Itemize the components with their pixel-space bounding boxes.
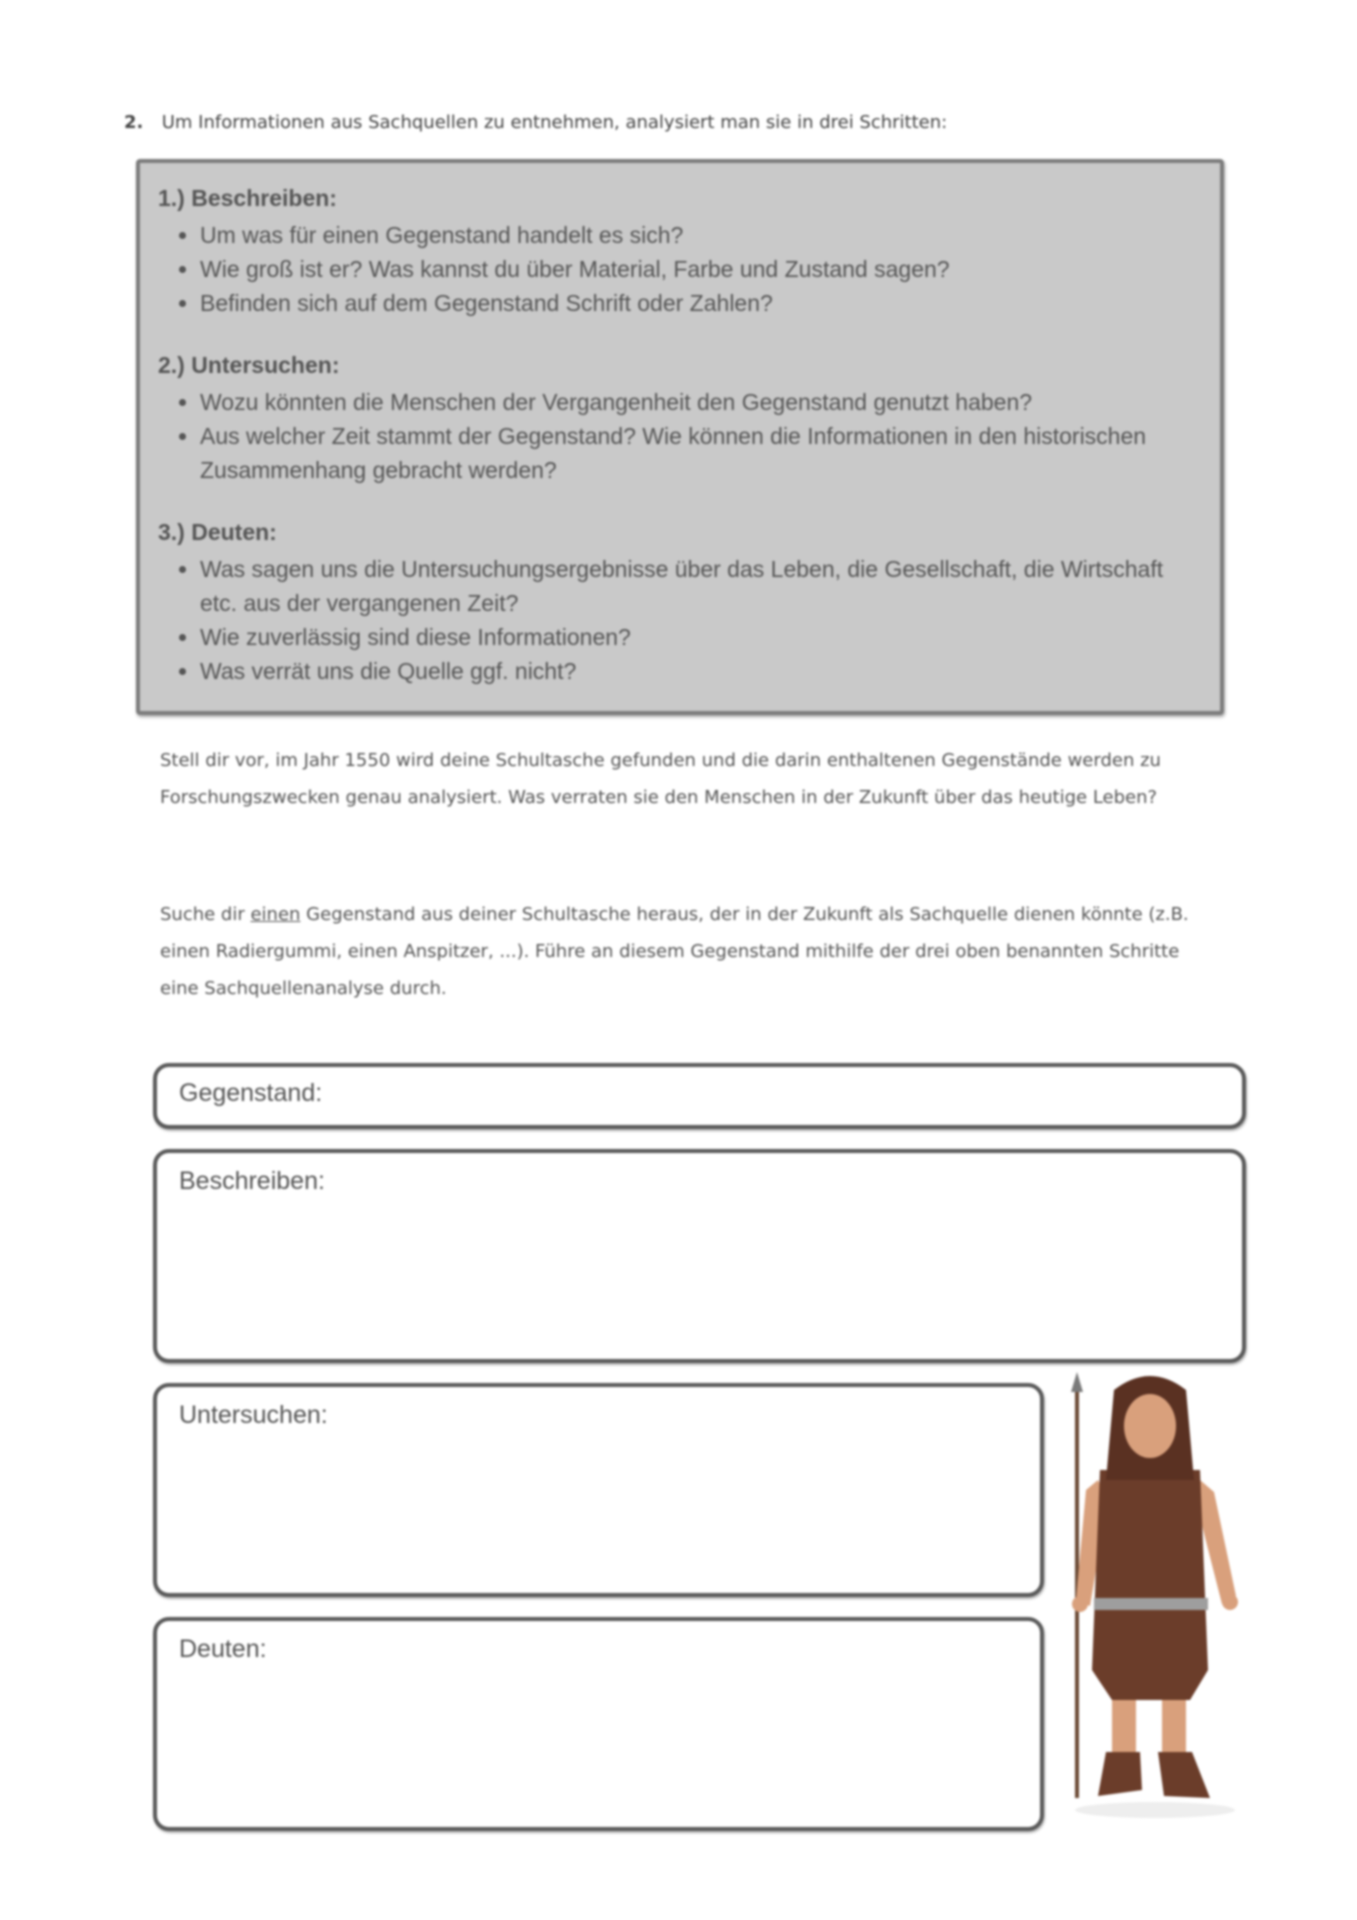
deuten-label: Deuten: (179, 1635, 267, 1663)
step-title: 2.) Untersuchen: (158, 352, 340, 378)
step-bullet: • Wozu könnten die Menschen der Vergangenheit den Gegenstand genutzt haben? (200, 385, 1202, 419)
scenario-paragraph: Stell dir vor, im Jahr 1550 wird deine Schultasche gefunden und die darin enthaltenen Gegenstände werden zu Forschungszwecken genau analysiert. Was verraten sie den Menschen in der Zukunft über das heutige Leben? (160, 750, 1161, 808)
step-bullet: • Aus welcher Zeit stammt der Gegenstand? Wie können die Informationen in den historischen Zusammenhang gebracht werden? (200, 419, 1202, 487)
instruction-text-end: Gegenstand aus deiner Schultasche heraus, der in der Zukunft als Sachquelle dienen könnte (z.B. einen Radiergummi, einen Anspitzer, ...). Führe an diesem Gegenstand mithilfe der drei oben benannten Schritte eine Sachquellenanalyse durch. (160, 904, 1189, 999)
step-title: 3.) Deuten: (158, 519, 277, 545)
stone-age-hunter-illustration (1050, 1370, 1250, 1820)
step-untersuchen (158, 352, 1202, 487)
step-beschreiben (158, 185, 1202, 320)
step-bullet: • Befinden sich auf dem Gegenstand Schrift oder Zahlen? (200, 286, 1202, 320)
step-bullet-list (158, 218, 1202, 320)
beschreiben-label: Beschreiben: (179, 1167, 325, 1195)
step-bullet-list (158, 385, 1202, 487)
deuten-field[interactable] (153, 1617, 1044, 1831)
gegenstand-field[interactable] (153, 1063, 1246, 1129)
task-number: 2. (124, 112, 144, 133)
step-bullet: • Was sagen uns die Untersuchungsergebnisse über das Leben, die Gesellschaft, die Wirtschaft etc. aus der vergangenen Zeit? (200, 552, 1202, 620)
untersuchen-label: Untersuchen: (179, 1401, 328, 1429)
instruction-emphasis: einen (250, 904, 301, 925)
analysis-steps-box (136, 159, 1224, 715)
step-deuten (158, 519, 1202, 688)
beschreiben-field[interactable] (153, 1149, 1246, 1363)
step-bullet-list (158, 552, 1202, 688)
untersuchen-field[interactable] (153, 1383, 1044, 1597)
step-bullet: • Was verrät uns die Quelle ggf. nicht? (200, 654, 1202, 688)
step-title: 1.) Beschreiben: (158, 185, 337, 211)
step-bullet: • Um was für einen Gegenstand handelt es sich? (200, 218, 1202, 252)
task-text: Um Informationen aus Sachquellen zu entnehmen, analysiert man sie in drei Schritten: (161, 112, 948, 133)
task-heading (124, 112, 1224, 133)
gegenstand-label: Gegenstand: (179, 1079, 323, 1107)
instruction-text-start: Suche dir (160, 904, 251, 925)
step-bullet: • Wie groß ist er? Was kannst du über Material, Farbe und Zustand sagen? (200, 252, 1202, 286)
step-bullet: • Wie zuverlässig sind diese Informationen? (200, 620, 1202, 654)
instruction-paragraph (160, 896, 1220, 1007)
